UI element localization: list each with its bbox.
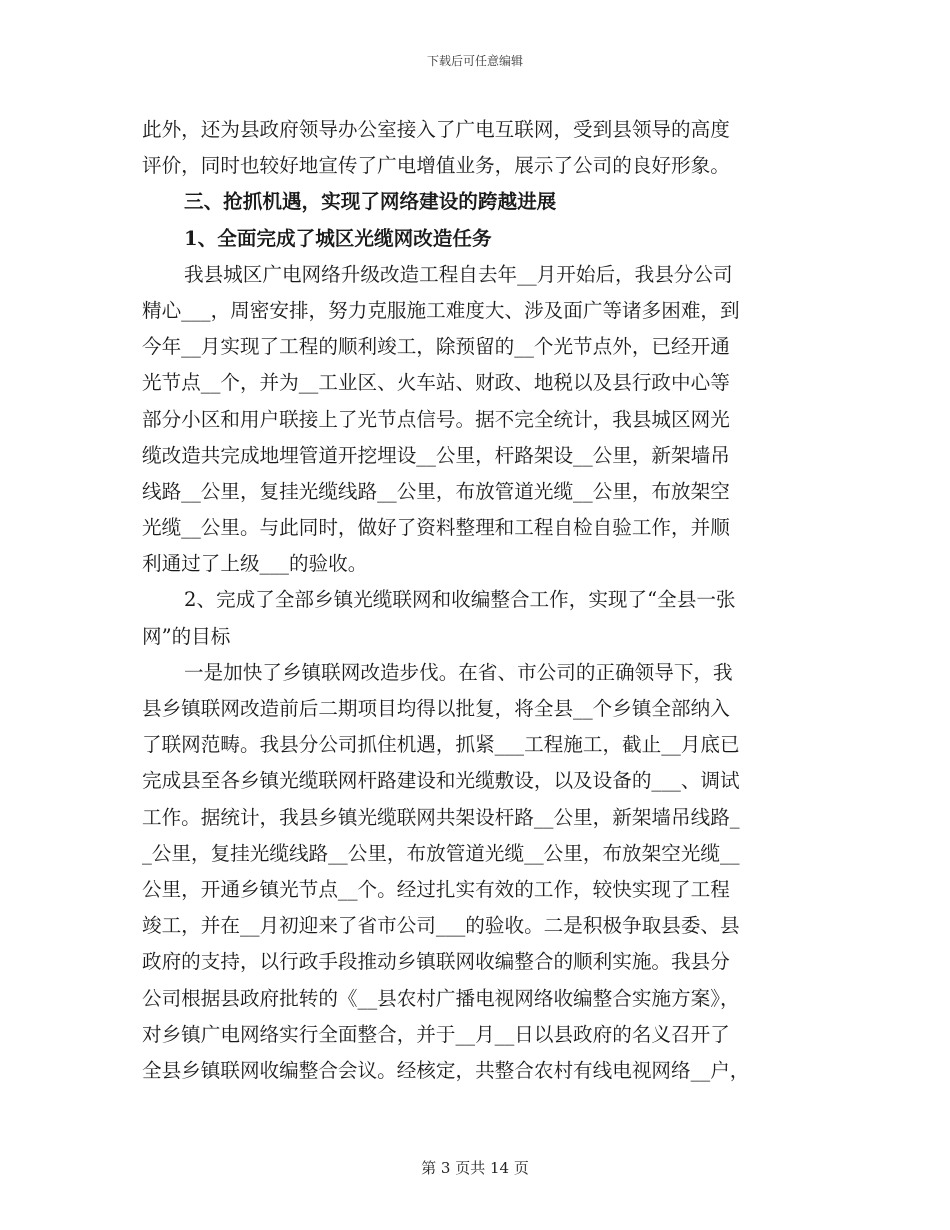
paragraph-line: 我县城区广电网络升级改造工程自去年__月开始后，我县分公司	[184, 262, 733, 286]
paragraph-line: 光节点__个，并为__工业区、火车站、财政、地税以及县行政中心等	[142, 371, 730, 395]
paragraph-line: 竣工，并在__月初迎来了省市公司___的验收。二是积极争取县委、县	[142, 914, 740, 938]
subsection-heading: 2、完成了全部乡镇光缆联网和收编整合工作，实现了“全县一张	[184, 588, 736, 612]
page-number: 第 3 页共 14 页	[421, 1159, 529, 1177]
paragraph-line: 了联网范畴。我县分公司抓住机遇，抓紧___工程施工，截止__月底已	[142, 733, 740, 757]
document-body	[142, 112, 810, 1089]
subsection-heading: 1、全面完成了城区光缆网改造任务	[184, 226, 492, 250]
paragraph-line: 完成县至各乡镇光缆联网杆路建设和光缆敷设，以及设备的___、调试	[142, 769, 740, 793]
paragraph-line: 公司根据县政府批转的《__县农村广播电视网络收编整合实施方案》，	[142, 986, 740, 1010]
paragraph-line: 工作。据统计，我县乡镇光缆联网共架设杆路__公里，新架墙吊线路_	[142, 805, 740, 829]
paragraph-line: 缆改造共完成地埋管道开挖埋设__公里，杆路架设__公里，新架墙吊	[142, 443, 730, 467]
paragraph-line: 此外，还为县政府领导办公室接入了广电互联网，受到县领导的高度	[142, 118, 730, 141]
paragraph-line: 评价，同时也较好地宣传了广电增值业务，展示了公司的良好形象。	[142, 154, 730, 178]
section-heading: 三、抢抓机遇，实现了网络建设的跨越进展	[184, 190, 557, 214]
paragraph-line: 线路__公里，复挂光缆线路__公里，布放管道光缆__公里，布放架空	[142, 479, 730, 503]
paragraph-line: 今年__月实现了工程的顺利竣工，除预留的__个光节点外，已经开通	[142, 335, 730, 359]
paragraph-line: 利通过了上级___的验收。	[142, 552, 368, 576]
paragraph-line: 一是加快了乡镇联网改造步伐。在省、市公司的正确领导下，我	[184, 660, 733, 684]
paragraph-line: 对乡镇广电网络实行全面整合，并于__月__日以县政府的名义召开了	[142, 1022, 730, 1046]
paragraph-line: 公里，开通乡镇光节点__个。经过扎实有效的工作，较快实现了工程	[142, 877, 730, 901]
paragraph-line: 网”的目标	[142, 624, 231, 648]
paragraph-line: 全县乡镇联网收编整合会议。经核定，共整合农村有线电视网络__户，	[142, 1058, 750, 1082]
paragraph-line: 部分小区和用户联接上了光节点信号。据不完全统计，我县城区网光	[142, 407, 730, 431]
page-header: 下载后可任意编辑	[426, 54, 523, 68]
paragraph-line: _公里，复挂光缆线路__公里，布放管道光缆__公里，布放架空光缆__	[142, 841, 740, 865]
paragraph-line: 政府的支持，以行政手段推动乡镇联网收编整合的顺利实施。我县分	[142, 950, 730, 974]
paragraph-line: 光缆__公里。与此同时，做好了资料整理和工程自检自验工作，并顺	[142, 516, 730, 540]
paragraph-line: 县乡镇联网改造前后二期项目均得以批复，将全县__个乡镇全部纳入	[142, 697, 730, 720]
paragraph-line: 精心___，周密安排，努力克服施工难度大、涉及面广等诸多困难，到	[142, 298, 740, 322]
